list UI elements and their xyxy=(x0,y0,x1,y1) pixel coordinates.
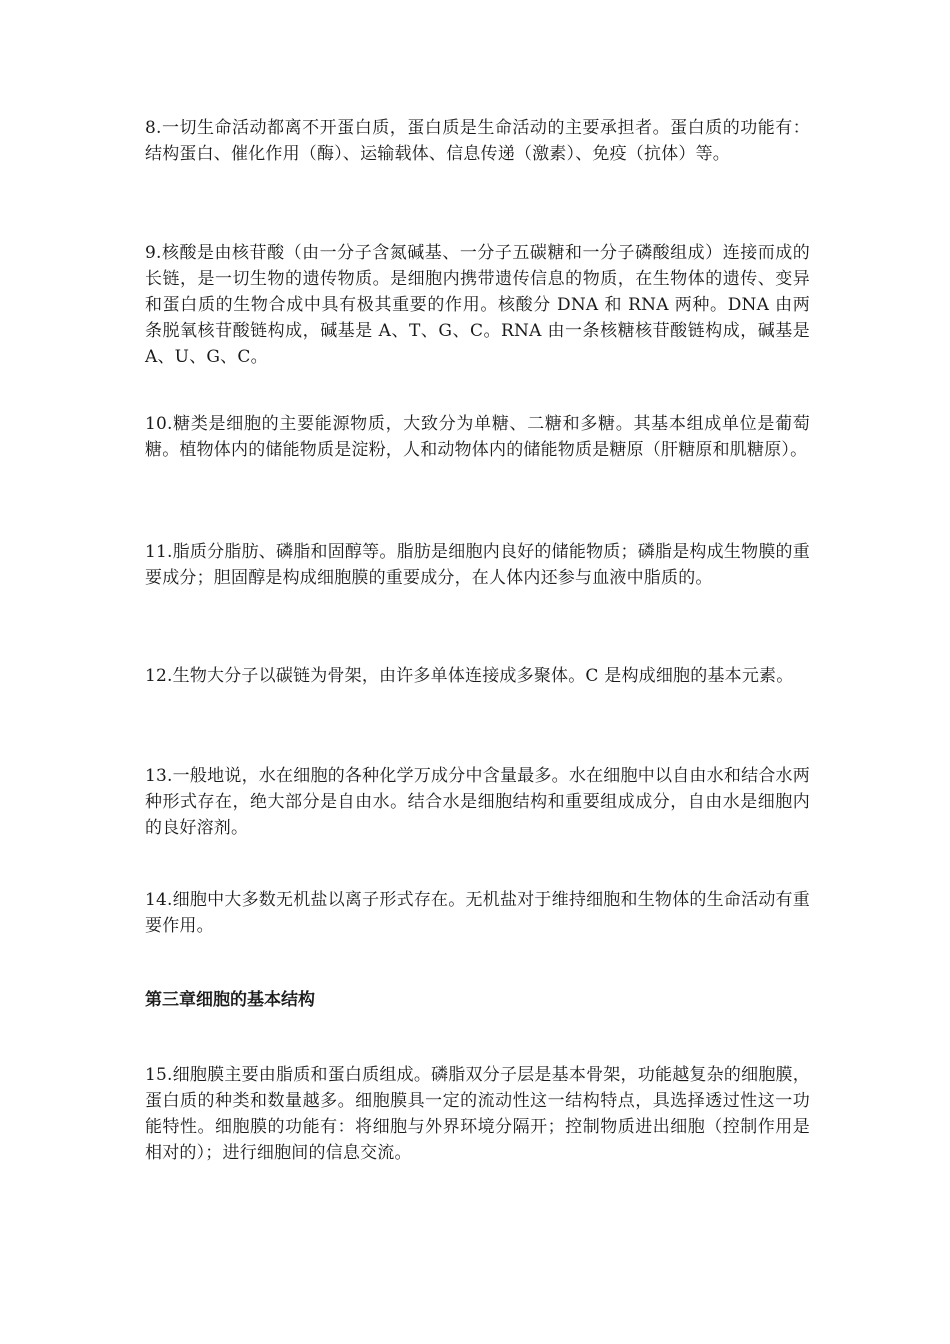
paragraph-12: 12.生物大分子以碳链为骨架，由许多单体连接成多聚体。C 是构成细胞的基本元素。 xyxy=(145,666,794,686)
paragraph-8: 8.一切生命活动都离不开蛋白质，蛋白质是生命活动的主要承担者。蛋白质的功能有：结构蛋白、催化作用（酶）、运输载体、信息传递（激素）、免疫（抗体）等。 xyxy=(145,118,810,164)
paragraph-11: 11.脂质分脂肪、磷脂和固醇等。脂肪是细胞内良好的储能物质；磷脂是构成生物膜的重要成分；胆固醇是构成细胞膜的重要成分，在人体内还参与血液中脂质的。 xyxy=(145,542,810,588)
paragraph-9: 9.核酸是由核苷酸（由一分子含氮碱基、一分子五碳糖和一分子磷酸组成）连接而成的长链，是一切生物的遗传物质。是细胞内携带遗传信息的物质，在生物体的遗传、变异和蛋白质的生物合成中具有极其重要的作用。核酸分 DNA 和 RNA 两种。DNA 由两条脱氧核苷酸链构成，碱基是 A、T、G、C。RNA 由一条核糖核苷酸链构成，碱基是 A、U、G、C。 xyxy=(145,243,810,367)
paragraph-14: 14.细胞中大多数无机盐以离子形式存在。无机盐对于维持细胞和生物体的生命活动有重要作用。 xyxy=(145,890,810,936)
paragraph-13: 13.一般地说，水在细胞的各种化学万成分中含量最多。水在细胞中以自由水和结合水两种形式存在，绝大部分是自由水。结合水是细胞结构和重要组成成分，自由水是细胞内的良好溶剂。 xyxy=(145,766,810,838)
chapter-heading: 第三章细胞的基本结构 xyxy=(145,990,315,1010)
paragraph-15: 15.细胞膜主要由脂质和蛋白质组成。磷脂双分子层是基本骨架，功能越复杂的细胞膜，蛋白质的种类和数量越多。细胞膜具一定的流动性这一结构特点，具选择透过性这一功能特性。细胞膜的功能有：将细胞与外界环境分隔开；控制物质进出细胞（控制作用是相对的）；进行细胞间的信息交流。 xyxy=(145,1065,810,1163)
paragraph-10: 10.糖类是细胞的主要能源物质，大致分为单糖、二糖和多糖。其基本组成单位是葡萄糖。植物体内的储能物质是淀粉，人和动物体内的储能物质是糖原（肝糖原和肌糖原）。 xyxy=(145,414,810,460)
